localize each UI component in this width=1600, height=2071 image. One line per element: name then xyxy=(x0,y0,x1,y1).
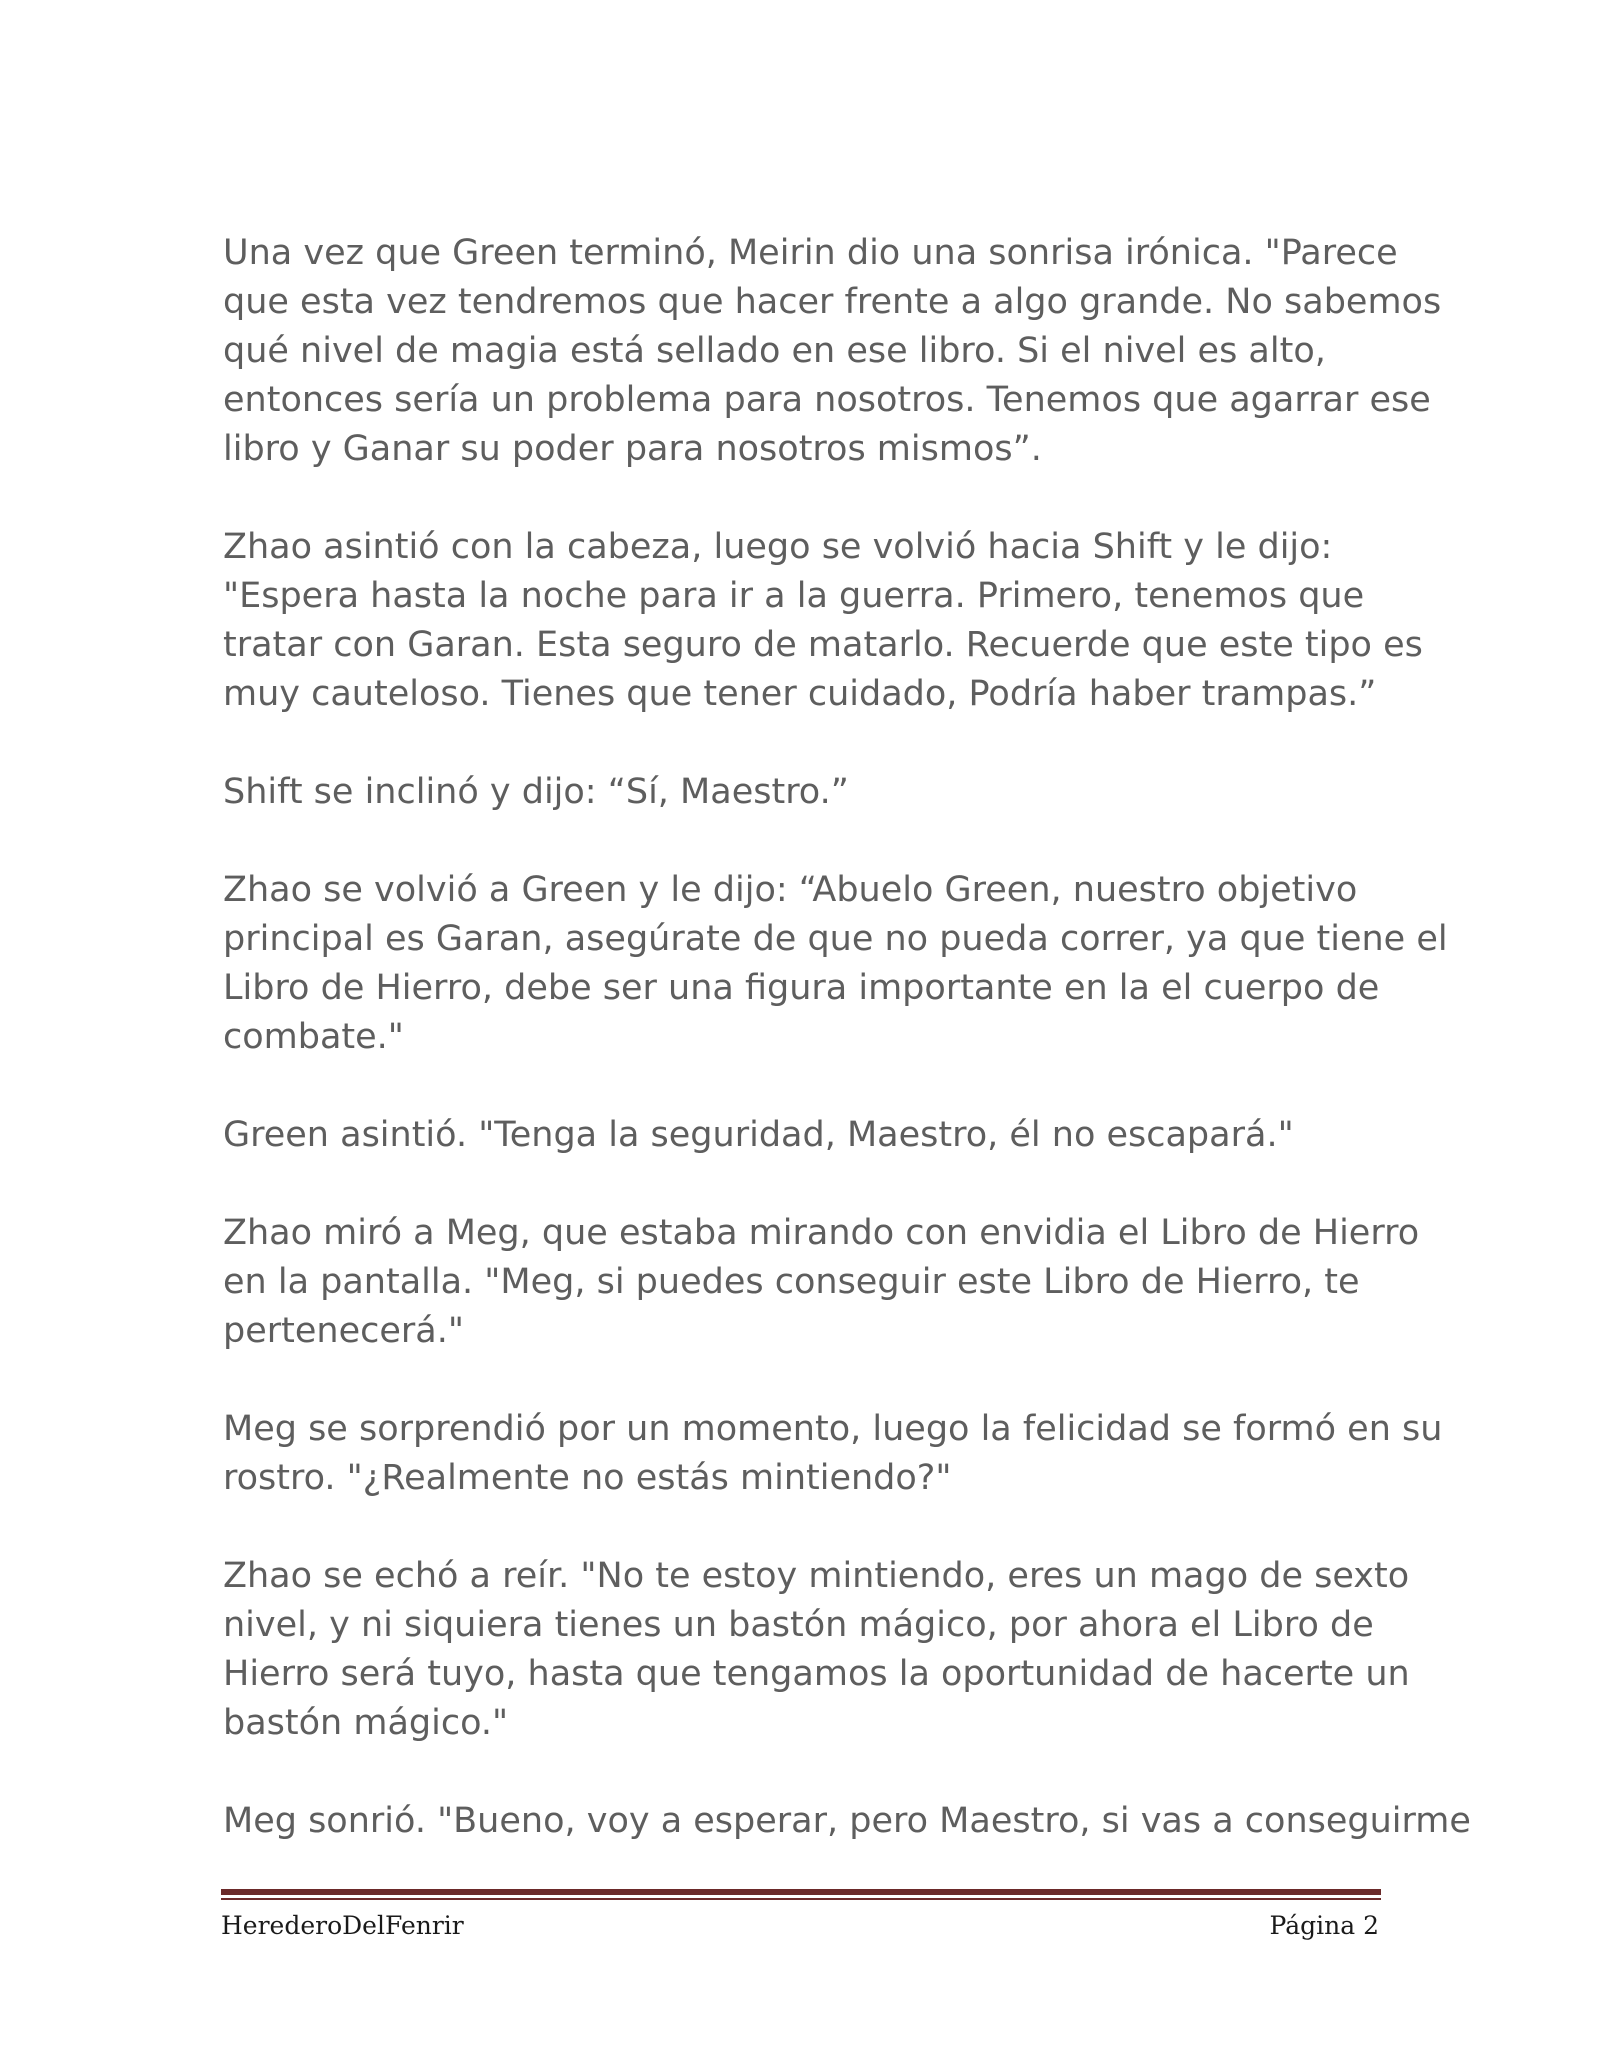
paragraph xyxy=(223,1209,1420,1356)
text-line: "Espera hasta la noche para ir a la guerra. Primero, tenemos que xyxy=(223,576,1365,616)
paragraph xyxy=(223,768,1383,817)
text-line: Libro de Hierro, debe ser una figura importante en la el cuerpo de xyxy=(223,968,1380,1008)
text-line: Meg se sorprendió por un momento, luego la felicidad se formó en su xyxy=(223,1409,1443,1449)
text-line: Zhao se volvió a Green y le dijo: “Abuelo Green, nuestro objetivo xyxy=(223,870,1358,910)
paragraph xyxy=(223,1111,1383,1160)
text-line: Hierro será tuyo, hasta que tengamos la oportunidad de hacerte un xyxy=(223,1654,1410,1694)
footer-rule-thick-line xyxy=(221,1889,1381,1895)
paragraph xyxy=(223,866,1448,1062)
footer-author: HerederoDelFenrir xyxy=(221,1911,464,1940)
text-line: rostro. "¿Realmente no estás mintiendo?" xyxy=(223,1458,952,1498)
text-line: Una vez que Green terminó, Meirin dio una sonrisa irónica. "Parece xyxy=(223,233,1398,273)
text-line: muy cauteloso. Tienes que tener cuidado, Podría haber trampas.” xyxy=(223,674,1377,714)
text-line: Zhao se echó a reír. "No te estoy mintiendo, eres un mago de sexto xyxy=(223,1556,1410,1596)
text-line: tratar con Garan. Esta seguro de matarlo. Recuerde que este tipo es xyxy=(223,625,1423,665)
text-line: Meg sonrió. "Bueno, voy a esperar, pero Maestro, si vas a conseguirme xyxy=(223,1801,1471,1841)
text-line: bastón mágico." xyxy=(223,1703,509,1743)
footer-page-number: Página 2 xyxy=(1269,1911,1379,1940)
body-text xyxy=(223,229,1471,1846)
paragraph xyxy=(223,1797,1471,1846)
footer-rule-thin-line xyxy=(221,1898,1381,1900)
paragraph xyxy=(223,523,1423,719)
text-line: entonces sería un problema para nosotros. Tenemos que agarrar ese xyxy=(223,380,1431,420)
paragraph xyxy=(223,1405,1443,1503)
text-line: Zhao miró a Meg, que estaba mirando con envidia el Libro de Hierro xyxy=(223,1213,1420,1253)
paragraph xyxy=(223,1552,1410,1748)
footer-rule xyxy=(221,1889,1381,1901)
paragraph xyxy=(223,229,1442,474)
text-line: combate." xyxy=(223,1017,404,1057)
text-line: Shift se inclinó y dijo: “Sí, Maestro.” xyxy=(223,772,849,812)
text-line: libro y Ganar su poder para nosotros mismos”. xyxy=(223,429,1042,469)
text-line: Green asintió. "Tenga la seguridad, Maestro, él no escapará." xyxy=(223,1115,1294,1155)
text-line: Zhao asintió con la cabeza, luego se volvió hacia Shift y le dijo: xyxy=(223,527,1333,567)
text-line: principal es Garan, asegúrate de que no pueda correr, ya que tiene el xyxy=(223,919,1448,959)
text-line: qué nivel de magia está sellado en ese libro. Si el nivel es alto, xyxy=(223,331,1326,371)
text-line: pertenecerá." xyxy=(223,1311,464,1351)
text-line: nivel, y ni siquiera tienes un bastón mágico, por ahora el Libro de xyxy=(223,1605,1374,1645)
text-line: en la pantalla. "Meg, si puedes conseguir este Libro de Hierro, te xyxy=(223,1262,1360,1302)
text-line: que esta vez tendremos que hacer frente a algo grande. No sabemos xyxy=(223,282,1442,322)
